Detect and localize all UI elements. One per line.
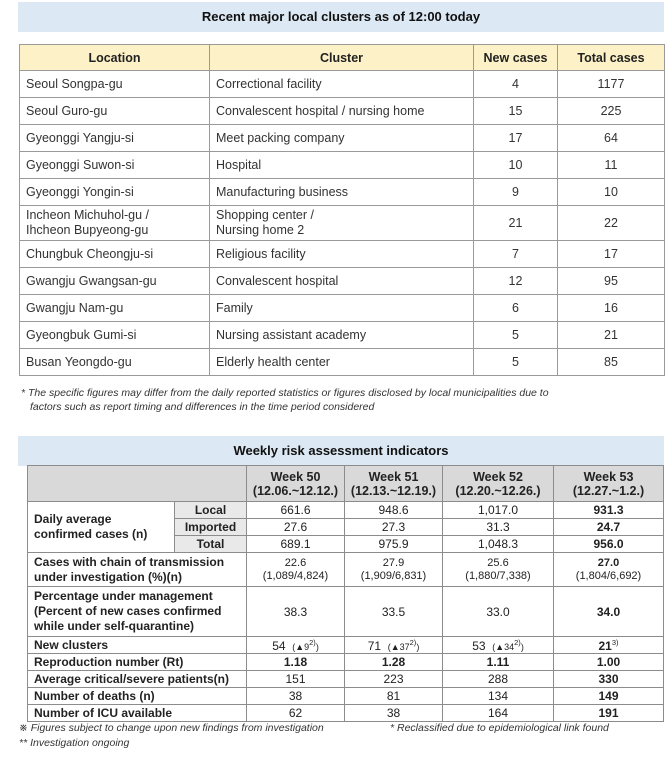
value-cell: 27.3: [345, 519, 443, 536]
weekly-footnote-2: * Reclassified due to epidemiological link found: [390, 722, 609, 734]
cluster-mark-close: ): [520, 641, 524, 652]
value-cell: 62: [247, 705, 345, 722]
table-row: [20, 152, 665, 179]
table-row: [20, 241, 665, 268]
total-cases-cell: 10: [558, 179, 665, 206]
new-cases-cell: 10: [474, 152, 558, 179]
total-cases-cell: 1177: [558, 71, 665, 98]
footnote-marker: 2): [514, 637, 521, 647]
chain-label-line-2: under investigation (%)(n): [34, 569, 182, 584]
total-cases-cell: 225: [558, 98, 665, 125]
value-cell: 81: [345, 688, 443, 705]
value-cell: 151: [247, 671, 345, 688]
value-cell: 288: [443, 671, 554, 688]
new-cases-cell: 5: [474, 349, 558, 376]
location-line-1: Incheon Michuhol-gu /: [26, 208, 149, 222]
value-cell: 689.1: [247, 536, 345, 553]
chain-percent: 25.6: [487, 556, 509, 569]
value-cell: 31.3: [443, 519, 554, 536]
table-row: [20, 295, 665, 322]
value-cell: 33.0: [443, 587, 554, 637]
chain-count: (1,909/6,831): [360, 569, 427, 582]
value-cell: 1,017.0: [443, 502, 554, 519]
new-clusters-label: New clusters: [28, 637, 247, 654]
value-cell: [554, 637, 664, 654]
total-cases-cell: 17: [558, 241, 665, 268]
chain-percent: 22.6: [284, 556, 307, 569]
location-cell: Seoul Songpa-gu: [20, 71, 210, 98]
value-cell: 1.28: [345, 654, 443, 671]
chain-count: (1,804/6,692): [575, 569, 642, 582]
table-row: [20, 98, 665, 125]
cluster-mark: (▲9: [292, 641, 310, 652]
cluster-cell: Correctional facility: [210, 71, 474, 98]
daily-average-label-line-1: Daily average: [34, 512, 112, 526]
cluster-cell: Convalescent hospital: [210, 268, 474, 295]
row-critical-patients: [28, 671, 664, 688]
value-cell: 38: [247, 688, 345, 705]
value-cell: [247, 637, 345, 654]
weekly-footnote-3: ** Investigation ongoing: [19, 737, 130, 749]
critical-label: Average critical/severe patients(n): [28, 671, 247, 688]
value-cell: 330: [554, 671, 664, 688]
daily-average-label-line-2: confirmed cases (n): [34, 527, 148, 541]
cluster-cell: Hospital: [210, 152, 474, 179]
value-cell: [554, 553, 664, 587]
header-week-50: [247, 466, 345, 502]
location-cell: Gwangju Gwangsan-gu: [20, 268, 210, 295]
cluster-mark-close: ): [315, 641, 319, 652]
row-reproduction-number: [28, 654, 664, 671]
total-cases-cell: 11: [558, 152, 665, 179]
header-week-52: [443, 466, 554, 502]
header-total-cases: Total cases: [558, 45, 665, 71]
total-cases-cell: 95: [558, 268, 665, 295]
weekly-indicators-table: [27, 465, 664, 722]
value-cell: 948.6: [345, 502, 443, 519]
cluster-mark: (▲37: [387, 641, 410, 652]
chain-label-line-1: Cases with chain of transmission: [34, 554, 225, 569]
location-cell: Gyeongbuk Gumi-si: [20, 322, 210, 349]
value-cell: 33.5: [345, 587, 443, 637]
week-range: (12.27.~1.2.): [572, 483, 645, 498]
row-percentage-under-management: [28, 587, 664, 637]
value-cell: 38.3: [247, 587, 345, 637]
table-row: [20, 206, 665, 241]
header-week-51: [345, 466, 443, 502]
cluster-line-1: Shopping center /: [216, 208, 314, 222]
row-new-clusters: [28, 637, 664, 654]
total-cases-cell: 16: [558, 295, 665, 322]
value-cell: 931.3: [554, 502, 664, 519]
management-label-line-3: while under self-quarantine): [34, 619, 195, 633]
weekly-footnote-1: ※ Figures subject to change upon new findings from investigation: [19, 722, 324, 734]
cluster-cell: Family: [210, 295, 474, 322]
cluster-cell: Religious facility: [210, 241, 474, 268]
new-cases-cell: 7: [474, 241, 558, 268]
local-label: Local: [175, 502, 247, 519]
week-range: (12.20.~12.26.): [455, 483, 541, 498]
chain-count: (1,089/4,824): [262, 569, 329, 582]
rt-label: Reproduction number (Rt): [28, 654, 247, 671]
table-row: [20, 268, 665, 295]
cluster-count: 21: [598, 638, 612, 653]
table-row: [20, 125, 665, 152]
value-cell: 34.0: [554, 587, 664, 637]
weekly-title: Weekly risk assessment indicators: [18, 436, 664, 466]
clusters-footnote-line-2: factors such as report timing and differences in the time period considered: [30, 401, 375, 413]
location-cell: Gyeonggi Yangju-si: [20, 125, 210, 152]
cluster-cell: Elderly health center: [210, 349, 474, 376]
daily-average-label: [28, 502, 175, 553]
clusters-footnote-line-1: * The specific figures may differ from the daily reported statistics or figures disclosed by local municipalities due to: [21, 387, 549, 399]
value-cell: 134: [443, 688, 554, 705]
week-name: Week 50: [270, 469, 321, 484]
cluster-count: 54: [272, 638, 286, 653]
cluster-count: 71: [367, 638, 382, 653]
value-cell: 1.00: [554, 654, 664, 671]
week-range: (12.06.~12.12.): [252, 483, 339, 498]
value-cell: 164: [443, 705, 554, 722]
cluster-count: 53: [472, 638, 486, 653]
total-label: Total: [175, 536, 247, 553]
value-cell: 24.7: [554, 519, 664, 536]
location-cell: [20, 206, 210, 241]
value-cell: [345, 637, 443, 654]
header-cluster: Cluster: [210, 45, 474, 71]
row-icu-available: [28, 705, 664, 722]
value-cell: 27.6: [247, 519, 345, 536]
value-cell: 1.18: [247, 654, 345, 671]
row-local: [28, 502, 664, 519]
management-label-line-2: (Percent of new cases confirmed: [34, 604, 222, 618]
cluster-cell: Manufacturing business: [210, 179, 474, 206]
total-cases-cell: 21: [558, 322, 665, 349]
total-cases-cell: 85: [558, 349, 665, 376]
clusters-table: [19, 44, 665, 376]
week-range: (12.13.~12.19.): [350, 483, 437, 498]
value-cell: 38: [345, 705, 443, 722]
value-cell: 191: [554, 705, 664, 722]
chain-label: [28, 553, 247, 587]
new-cases-cell: 17: [474, 125, 558, 152]
footnote-marker: 2): [309, 637, 316, 647]
footnote-marker: 2): [409, 637, 417, 647]
new-cases-cell: 12: [474, 268, 558, 295]
imported-label: Imported: [175, 519, 247, 536]
location-cell: Busan Yeongdo-gu: [20, 349, 210, 376]
week-name: Week 52: [473, 469, 523, 484]
week-name: Week 53: [583, 469, 634, 484]
value-cell: 223: [345, 671, 443, 688]
location-cell: Seoul Guro-gu: [20, 98, 210, 125]
value-cell: 956.0: [554, 536, 664, 553]
location-cell: Gyeonggi Suwon-si: [20, 152, 210, 179]
location-cell: Gyeonggi Yongin-si: [20, 179, 210, 206]
new-cases-cell: 5: [474, 322, 558, 349]
table-row: [20, 322, 665, 349]
clusters-footnote: [21, 386, 549, 414]
cluster-cell: Convalescent hospital / nursing home: [210, 98, 474, 125]
row-deaths: [28, 688, 664, 705]
management-label: [28, 587, 247, 637]
value-cell: 661.6: [247, 502, 345, 519]
location-cell: Chungbuk Cheongju-si: [20, 241, 210, 268]
total-cases-cell: 22: [558, 206, 665, 241]
week-name: Week 51: [368, 469, 419, 484]
footnote-marker: 3): [611, 637, 619, 647]
chain-count: (1,880/7,338): [465, 569, 531, 582]
new-cases-cell: 6: [474, 295, 558, 322]
value-cell: [345, 553, 443, 587]
total-cases-cell: 64: [558, 125, 665, 152]
management-label-line-1: Percentage under management: [34, 589, 213, 603]
value-cell: 1.11: [443, 654, 554, 671]
cluster-cell: [210, 206, 474, 241]
icu-label: Number of ICU available: [28, 705, 247, 722]
table-row: [20, 349, 665, 376]
header-location: Location: [20, 45, 210, 71]
row-chain-of-transmission: [28, 553, 664, 587]
value-cell: [443, 553, 554, 587]
header-week-53: [554, 466, 664, 502]
value-cell: [443, 637, 554, 654]
value-cell: 149: [554, 688, 664, 705]
clusters-header-row: [20, 45, 665, 71]
header-blank: [28, 466, 247, 502]
header-new-cases: New cases: [474, 45, 558, 71]
cluster-line-2: Nursing home 2: [216, 223, 305, 237]
deaths-label: Number of deaths (n): [28, 688, 247, 705]
table-row: [20, 71, 665, 98]
clusters-title: Recent major local clusters as of 12:00 today: [18, 2, 664, 32]
chain-percent: 27.0: [597, 556, 620, 569]
cluster-cell: Meet packing company: [210, 125, 474, 152]
cluster-mark: (▲34: [492, 641, 515, 652]
new-cases-cell: 21: [474, 206, 558, 241]
table-row: [20, 179, 665, 206]
chain-percent: 27.9: [382, 556, 405, 569]
location-line-2: Ihcheon Bupyeong-gu: [26, 223, 149, 237]
cluster-cell: Nursing assistant academy: [210, 322, 474, 349]
new-cases-cell: 15: [474, 98, 558, 125]
new-cases-cell: 4: [474, 71, 558, 98]
location-cell: Gwangju Nam-gu: [20, 295, 210, 322]
new-cases-cell: 9: [474, 179, 558, 206]
value-cell: 975.9: [345, 536, 443, 553]
value-cell: [247, 553, 345, 587]
weekly-header-row: [28, 466, 664, 502]
value-cell: 1,048.3: [443, 536, 554, 553]
cluster-mark-close: ): [416, 641, 420, 652]
